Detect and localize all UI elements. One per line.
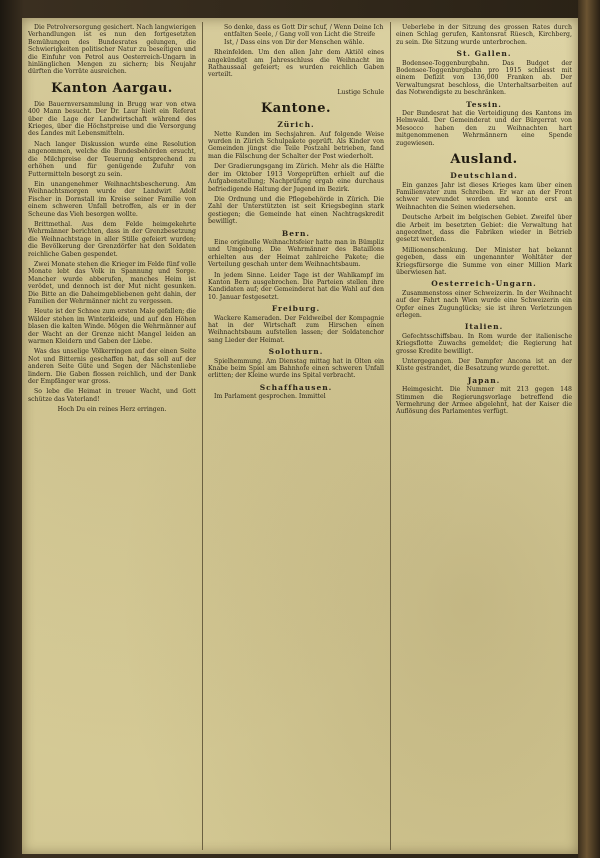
article-paragraph: Millionenschenkung. Der Minister hat bekannt gegeben, dass ein ungenannter Wohltäter der Kriegsfürsorge die Summe von einer Million Mark überwiesen hat. <box>396 246 572 276</box>
article-paragraph: Bodensee-Toggenburgbahn. Das Budget der Bodensee-Toggenburgbahn pro 1915 schliesst mit einem Defizit von 136,000 Franken ab. Der Verwaltungsrat beschloss, die Unterhaltsarbeiten auf das Notwendigste zu beschränken. <box>396 59 572 97</box>
column-middle <box>208 24 384 848</box>
article-paragraph: Der Bundesrat hat die Verteidigung des Kantons im Helmwald. Der Gemeinderat und der Bürgerrat von Mesocco haben den zu Weihnachten hart mitgenommenen Wehrmännern eine Spende zugewiesen. <box>396 110 572 147</box>
subheading-japan: Japan. <box>467 375 501 385</box>
subheading-freiburg: Freiburg. <box>271 304 321 314</box>
signature: Lustige Schule <box>337 88 384 96</box>
subheading-italien: Italien. <box>464 322 504 332</box>
article-paragraph: Was das unselige Völkerringen auf der einen Seite Not und Bitternis geschaffen hat, das soll auf der anderen Seite Güte und Segen der Nächstenliebe lindern. Die Gaben flossen reichlich, und der Dank der Empfänger war gross. <box>28 348 196 386</box>
section-heading-aargau: Kanton Aargau. <box>51 80 173 96</box>
article-paragraph: Im Parlament gesprochen. Immittel <box>214 393 326 401</box>
column-left <box>28 24 196 848</box>
article-paragraph: Brittmethal. Aus dem Felde heimgekehrte Wehrmänner berichten, dass in der Grenzbesetzung die Weihnachtstage in aller Stille gefeiert wurden; die Bevölkerung der Grenzdörfer hat den Soldaten reichliche Gaben gespendet. <box>28 220 196 258</box>
poem: So denke, dass es Gott Dir schuf, / Wenn Deine Ich entfalten Seele, / Gang voll von Licht die Streife Ist, / Dass eins von Dir der Menschen wähle. <box>224 24 384 46</box>
subheading-zurich: Zürich. <box>277 120 315 130</box>
article-paragraph: Rheinfelden. Um den allen Jahr dem Aktiöl eines angekündigt am Jahresschluss die Weihnacht im Rathaussaal gefeiert; es wurden reichlich Gaben verteilt. <box>208 49 384 79</box>
article-paragraph: Heute ist der Schnee zum ersten Male gefallen; die Wälder stehen im Winterkleide, und auf den Höhen blasen die kalten Winde. Mögen die Wehrmänner auf der Wacht an der Grenze nicht Mangel leiden an warmen Kleidern und Gaben der Liebe. <box>28 308 196 346</box>
section-heading-kantone: Kantone. <box>260 101 332 117</box>
article-paragraph: Spielhemmung. Am Dienstag mittag hat in Olten ein Knabe beim Spiel am Bahnhofe einen schweren Unfall erlitten; der Kleine wurde ins Spital verbracht. <box>208 357 384 380</box>
column-rule <box>202 22 203 850</box>
article-paragraph: Wackere Kameraden. Der Feldweibel der Kompagnie hat in der Wirtschaft zum Hirschen einen Weihnachtsbaum aufstellen lassen; der Soldatenchor sang Lieder der Heimat. <box>208 314 384 344</box>
article-paragraph: In jedem Sinne. Leider Tage ist der Wahlkampf im Kanton Bern ausgebrochen. Die Parteien stellen ihre Kandidaten auf; der Gemeinderat hat die Wahl auf den 10. Januar festgesetzt. <box>208 271 384 301</box>
article-paragraph: Zwei Monate stehen die Krieger im Felde fünf volle Monate lebt das Volk in Spannung und Sorge. Mancher wurde abberufen, manches Heim ist verödet, und dennoch ist der Mut nicht gesunken. Die Bitte an die Daheimgebliebenen geht dahin, der Familien der Wehrmänner nicht zu vergessen. <box>28 260 196 305</box>
article-petrol: Die Petrolversorgung gesichert. Nach langwierigen Verhandlungen ist es nun den fortgesetzten Bemühungen des Bundesrates gelungen, die Schwierigkeiten politischer Natur zu beseitigen und die Einfuhr von Petrol aus Oesterreich-Ungarn in hinlänglichen Mengen zu sichern; bis Neujahr dürften die Vorräte ausreichen. <box>28 24 196 76</box>
subheading-bern: Bern. <box>281 228 311 238</box>
article-paragraph: Eine originelle Weihnachtsfeier hatte man in Bümpliz und Umgebung. Die Wehrmänner des Bataillons erhielten aus der Heimat zahlreiche Pakete; die Verteilung geschah unter dem Weihnachtsbaum. <box>208 238 384 269</box>
article-paragraph: Nach langer Diskussion wurde eine Resolution angenommen, welche die Bundesbehörden ersucht, die Milchpreise der Teuerung entsprechend zu erhöhen und für genügende Zufuhr von Futtermitteln besorgt zu sein. <box>28 140 196 178</box>
subheading-tessin: Tessin. <box>466 99 502 109</box>
article-paragraph: Ein ganzes Jahr ist dieses Krieges kam über einen Familienvater zum Schreiben. Er war an der Front schwer verwundet worden und konnte erst an Weihnachten die Seinen wiedersehen. <box>396 181 572 211</box>
subheading-schaffhausen: Schaffhausen. <box>259 382 333 392</box>
article-paragraph: Gefechtsschiffsbau. In Rom wurde der italienische Kriegsflotte Zuwachs gemeldet; die Regierung hat grosse Kredite bewilligt. <box>396 332 572 355</box>
article-paragraph: So lebe die Heimat in treuer Wacht, und Gott schütze das Vaterland! <box>28 388 196 403</box>
book-binding <box>578 0 600 858</box>
article-paragraph: Der Gradierungsgang im Zürich. Mehr als die Hälfte der im Oktober 1913 Vorgeprüften erhielt auf die Aufgabenstellung; Nachprüfung ergab eine durchaus befriedigende Haltung der Jugend im Bezirk. <box>208 163 384 193</box>
newspaper-page <box>22 18 578 854</box>
column-right <box>396 24 572 848</box>
article-paragraph: Heimgesicht. Die Nummer mit 213 gegen 148 Stimmen die Regierungsvorlage betreffend die Vermehrung der Armee abgelehnt, hat der Kaiser die Auflösung des Parlamentes verfügt. <box>396 386 572 416</box>
section-heading-ausland: Ausland. <box>450 152 518 168</box>
subheading-st-gallen: St. Gallen. <box>456 49 512 59</box>
article-paragraph: Ueberlebe in der Sitzung des grossen Rates durch einen Schlag gerufen, Kantonsrat Rüesch, Kirchberg, zu sein. Die Sitzung wurde unterbrochen. <box>396 24 572 46</box>
article-paragraph: Nette Kunden im Sechsjahren. Auf folgende Weise wurden in Zürich Schulpakete geprüft. Als Kinder von Gemeinden jüngst die Teile Postzahl betrieben, fand man die Fälschung der Schalter der Post wiederholt. <box>208 130 384 160</box>
article-paragraph: Zusammenstoss einer Schweizerin. In der Weihnacht auf der Fahrt nach Wien wurde eine Schweizerin ein Opfer eines Zugunglücks; sie ist ihren Verletzungen erlegen. <box>396 289 572 319</box>
subheading-deutschland: Deutschland. <box>450 171 518 181</box>
article-paragraph: Deutsche Arbeit im belgischen Gebiet. Zweifel über die Arbeit im besetzten Gebiet: die Verwaltung hat angeordnet, dass die Fabriken wieder in Betrieb gesetzt werden. <box>396 214 572 244</box>
article-paragraph: Die Ordnung und die Pflegebehörde in Zürich. Die Zahl der Unterstützten ist seit Kriegsbeginn stark gestiegen; die Gemeinde hat einen Nachtragskredit bewilligt. <box>208 195 384 226</box>
column-rule <box>390 22 391 850</box>
subheading-solothurn: Solothurn. <box>268 347 324 357</box>
article-closing: Hoch Du ein reines Herz erringen. <box>57 406 167 414</box>
article-paragraph: Die Bauernversammlung in Brugg war von etwa 400 Mann besucht. Der Dr. Laur hielt ein Referat über die Lage der Landwirtschaft während des Krieges, über die Höchstpreise und die Versorgung des Landes mit Lebensmitteln. <box>28 100 196 138</box>
subheading-oesterreich: Oesterreich-Ungarn. <box>431 279 537 289</box>
article-paragraph: Untergegangen. Der Dampfer Ancona ist an der Küste gestrandet, die Besatzung wurde gerettet. <box>396 358 572 373</box>
article-paragraph: Ein unangenehmer Weihnachtsbescherung. Am Weihnachtsmorgen wurde der Landwirt Adolf Fischer in Dornstall im Kreise seiner Familie von einem schweren Unfall betroffen, als er in der Scheune das Vieh besorgen wollte. <box>28 180 196 218</box>
